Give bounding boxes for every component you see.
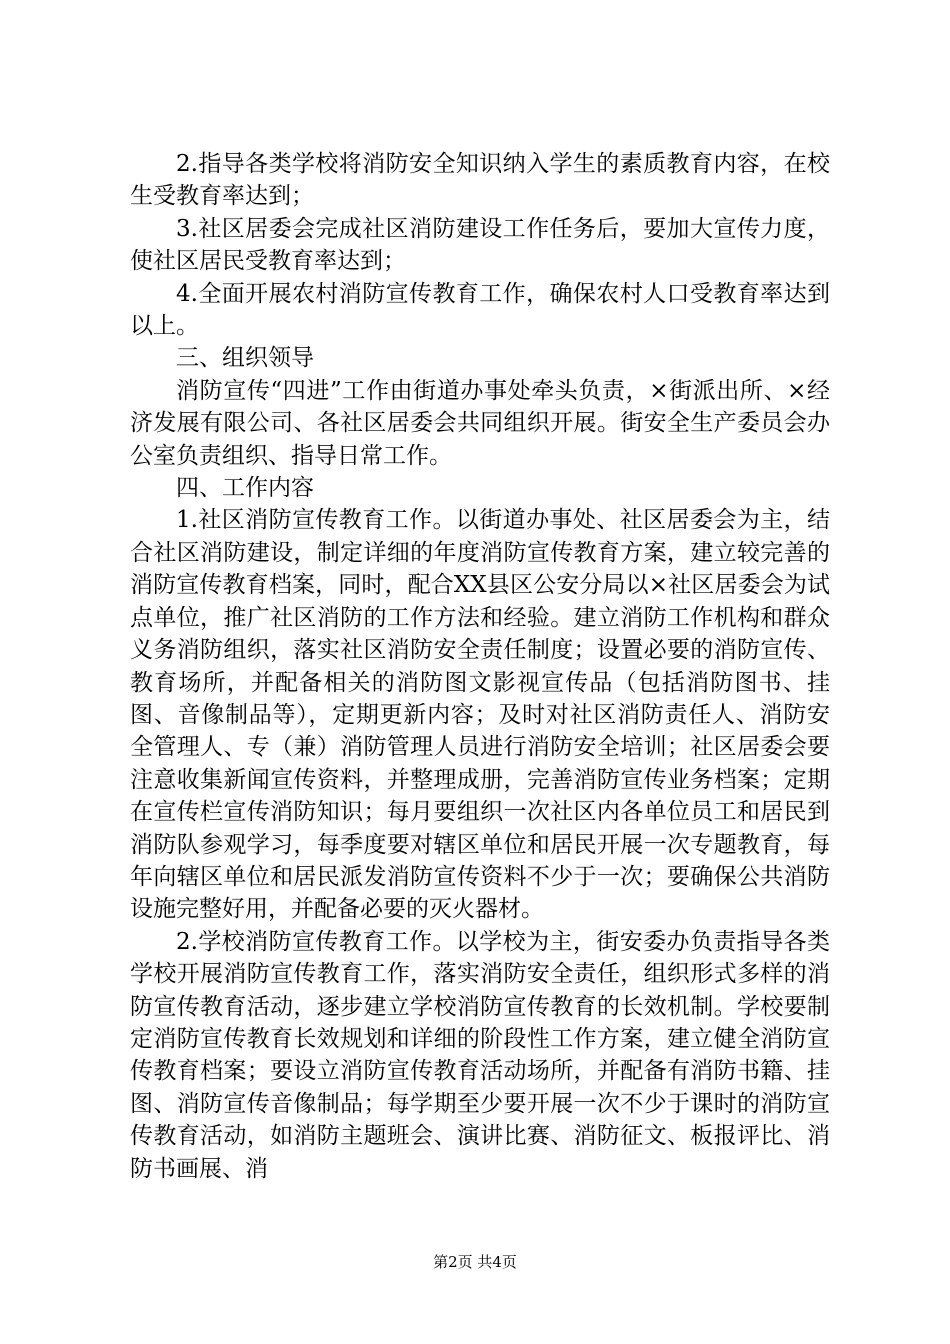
document-body (130, 148, 830, 1185)
paragraph-item-3: 3.社区居委会完成社区消防建设工作任务后，要加大宣传力度，使社区居民受教育率达到； (130, 215, 830, 275)
page-number-footer: 第2页 共4页 (433, 1253, 517, 1271)
paragraph-item-2: 2.指导各类学校将消防安全知识纳入学生的素质教育内容，在校生受教育率达到； (130, 151, 830, 210)
section-heading-work-content: 四、工作内容 (176, 475, 314, 502)
paragraph-community-education: 1.社区消防宣传教育工作。以街道办事处、社区居委会为主，结合社区消防建设，制定详细的年度消防宣传教育方案，建立较完善的消防宣传教育档案，同时，配合XX县区公安分局以×社区居委会为试点单位，推广社区消防的工作方法和经验。建立消防工作机构和群众义务消防组织，落实社区消防安全责任制度；设置必要的消防宣传、教育场所，并配备相关的消防图文影视宣传品（包括消防图书、挂图、音像制品等），定期更新内容；及时对社区消防责任人、消防安全管理人、专（兼）消防管理人员进行消防安全培训；社区居委会要注意收集新闻宣传资料，并整理成册，完善消防宣传业务档案；定期在宣传栏宣传消防知识；每月要组织一次社区内各单位员工和居民到消防队参观学习，每季度要对辖区单位和居民开展一次专题教育，每年向辖区单位和居民派发消防宣传资料不少于一次；要确保公共消防设施完整好用，并配备必要的灭火器材。 (130, 507, 830, 923)
section-heading-organization: 三、组织领导 (176, 345, 314, 372)
paragraph-item-4: 4.全面开展农村消防宣传教育工作，确保农村人口受教育率达到以上。 (130, 280, 830, 340)
paragraph-organization: 消防宣传“四进”工作由街道办事处牵头负责，×街派出所、×经济发展有限公司、各社区居委会共同组织开展。街安全生产委员会办公室负责组织、指导日常工作。 (130, 377, 830, 469)
paragraph-school-education: 2.学校消防宣传教育工作。以学校为主，街安委办负责指导各类学校开展消防宣传教育工作，落实消防安全责任，组织形式多样的消防宣传教育活动，逐步建立学校消防宣传教育的长效机制。学校要制定消防宣传教育长效规划和详细的阶段性工作方案，建立健全消防宣传教育档案；要设立消防宣传教育活动场所，并配备有消防书籍、挂图、消防宣传音像制品；每学期至少要开展一次不少于课时的消防宣传教育活动，如消防主题班会、演讲比赛、消防征文、板报评比、消防书画展、消 (130, 928, 830, 1182)
